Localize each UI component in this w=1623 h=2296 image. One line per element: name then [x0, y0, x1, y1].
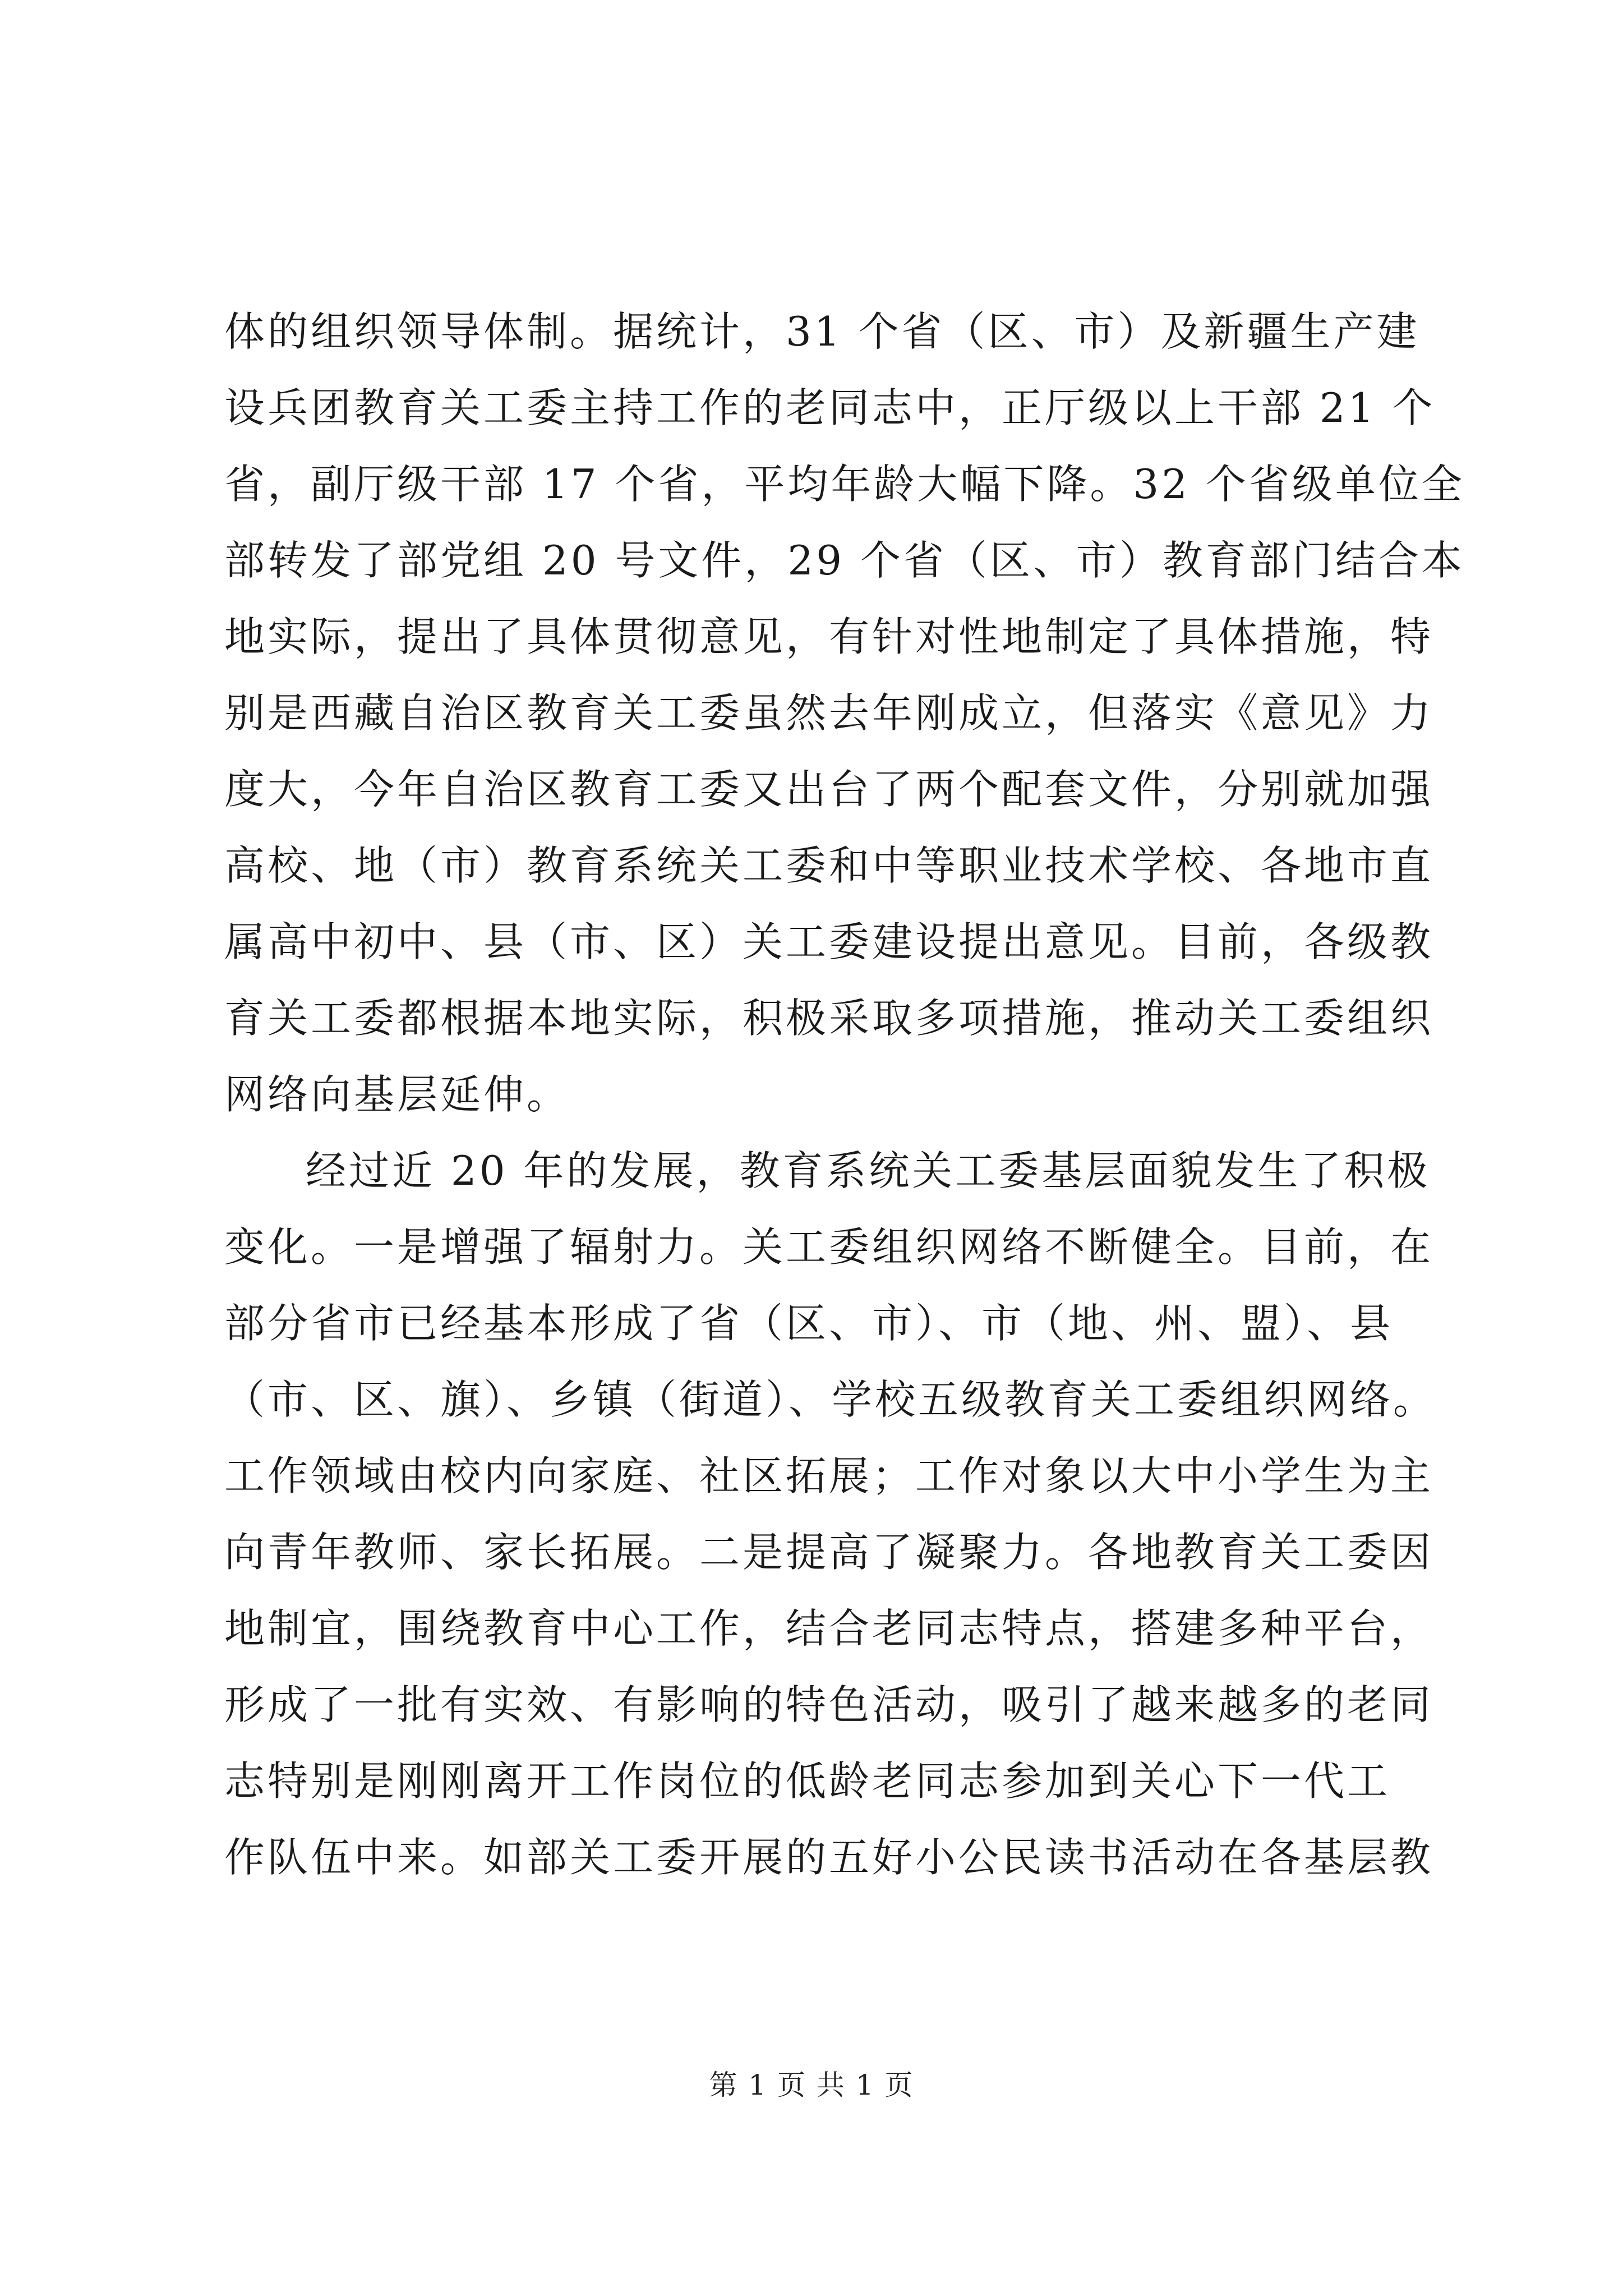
paragraph-2-line-9: 志特别是刚刚离开工作岗位的低龄老同志参加到关心下一代工	[224, 1757, 1391, 1805]
paragraph-2-line-4: （市、区、旗）、乡镇（街道）、学校五级教育关工委组织网络。	[224, 1376, 1437, 1423]
paragraph-1-line-6: 别是西藏自治区教育关工委虽然去年刚成立，但落实《意见》力	[224, 689, 1434, 737]
paragraph-1-line-10: 育关工委都根据本地实际，积极采取多项措施，推动关工委组织	[224, 995, 1434, 1042]
paragraph-1-line-2: 设兵团教育关工委主持工作的老同志中，正厅级以上干部 21 个	[224, 384, 1436, 431]
paragraph-2-line-2: 变化。一是增强了辐射力。关工委组织网络不断健全。目前，在	[224, 1223, 1434, 1271]
paragraph-1-line-8: 高校、地（市）教育系统关工委和中等职业技术学校、各地市直	[224, 842, 1434, 889]
paragraph-2-line-8: 形成了一批有实效、有影响的特色活动，吸引了越来越多的老同	[224, 1681, 1434, 1728]
paragraph-1-line-1: 体的组织领导体制。据统计，31 个省（区、市）及新疆生产建	[224, 308, 1420, 355]
paragraph-1-line-9: 属高中初中、县（市、区）关工委建设提出意见。目前，各级教	[224, 918, 1434, 965]
paragraph-1-line-11: 网络向基层延伸。	[224, 1071, 570, 1118]
paragraph-2-line-3: 部分省市已经基本形成了省（区、市）、市（地、州、盟）、县	[224, 1300, 1394, 1347]
paragraph-2-line-1: 经过近 20 年的发展，教育系统关工委基层面貌发生了积极	[306, 1147, 1431, 1194]
paragraph-1-line-5: 地实际，提出了具体贯彻意见，有针对性地制定了具体措施，特	[224, 613, 1434, 660]
page-footer: 第 1 页 共 1 页	[709, 2069, 914, 2101]
paragraph-2-line-7: 地制宜，围绕教育中心工作，结合老同志特点，搭建多种平台，	[224, 1605, 1434, 1652]
paragraph-1-line-7: 度大，今年自治区教育工委又出台了两个配套文件，分别就加强	[224, 766, 1434, 813]
paragraph-1-line-4: 部转发了部党组 20 号文件，29 个省（区、市）教育部门结合本	[224, 537, 1465, 584]
paragraph-2-line-10: 作队伍中来。如部关工委开展的五好小公民读书活动在各基层教	[224, 1834, 1434, 1881]
paragraph-2-line-5: 工作领域由校内向家庭、社区拓展；工作对象以大中小学生为主	[224, 1452, 1434, 1499]
paragraph-2-line-6: 向青年教师、家长拓展。二是提高了凝聚力。各地教育关工委因	[224, 1529, 1434, 1576]
paragraph-1-line-3: 省，副厅级干部 17 个省，平均年龄大幅下降。32 个省级单位全	[224, 461, 1465, 508]
